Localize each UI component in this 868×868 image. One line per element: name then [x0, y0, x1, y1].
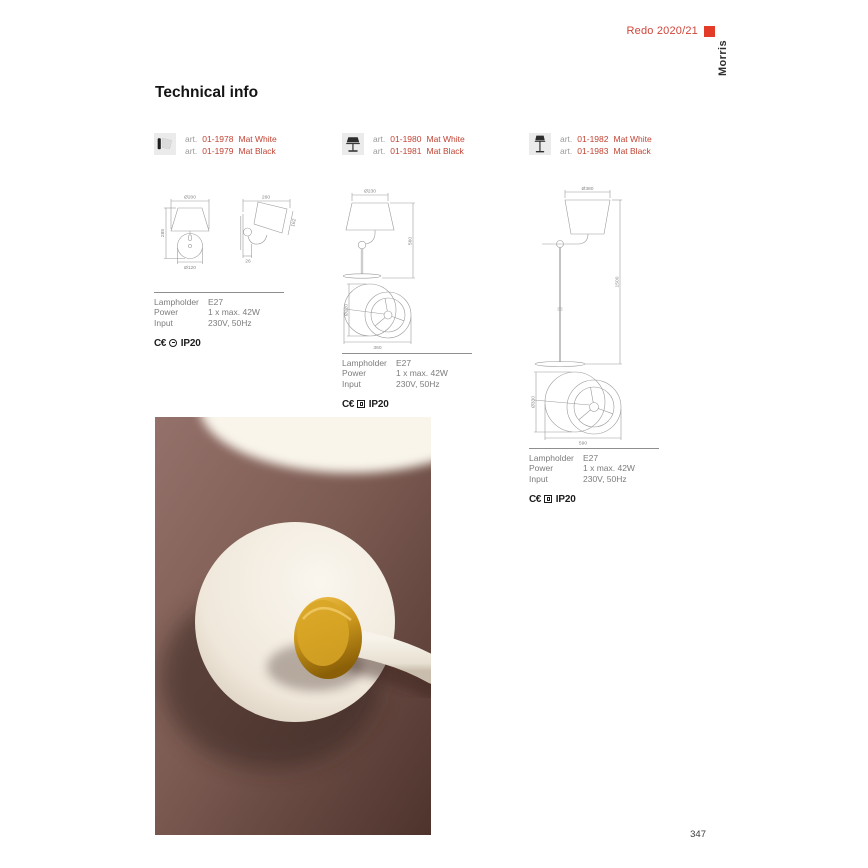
spec-row: Power 1 x max. 42W [529, 463, 635, 474]
cert-circle-icon [169, 339, 177, 347]
dim-shade-diameter: Ø380 [581, 186, 594, 192]
class-ii-icon [357, 400, 365, 408]
dim-shade-diameter: Ø230 [364, 189, 376, 195]
spec-table-table-lamp [342, 353, 472, 410]
certification-marks [154, 338, 284, 349]
ip-rating: IP20 [368, 398, 389, 410]
class-ii-icon [544, 495, 552, 503]
dim-depth: 260 [261, 195, 271, 201]
dim-base-width: 360 [373, 346, 382, 351]
brand-square-icon [704, 26, 715, 37]
ce-mark: C€ [154, 337, 166, 349]
page-title: Technical info [155, 84, 259, 101]
article-list [373, 133, 465, 157]
spec-row: Input 230V, 50Hz [529, 473, 627, 484]
dim-base-circle-diameter: Ø220 [344, 304, 350, 316]
certification-marks [529, 494, 659, 505]
article-row: art. 01-1983 Mat Black [560, 145, 651, 156]
article-row: art. 01-1981 Mat Black [373, 145, 464, 156]
brass-knob-face [297, 600, 349, 666]
spec-row: Lampholder E27 [342, 358, 412, 368]
dim-plate-diameter: Ø120 [184, 266, 196, 271]
spec-table-floor-lamp [529, 448, 659, 505]
ip-rating: IP20 [555, 493, 576, 505]
floor-lamp-thumbnail [529, 133, 551, 155]
product-header-floor-lamp [529, 133, 652, 157]
floor-lamp-technical-drawing [528, 186, 640, 446]
article-row: art. 01-1982 Mat White [560, 134, 652, 144]
wall-plate-disc [195, 522, 395, 722]
product-header-wall-lamp [154, 133, 277, 157]
collection-side-label: Morris [717, 40, 729, 77]
wall-lamp-technical-drawing [155, 186, 315, 286]
article-list [185, 133, 277, 157]
dim-height: 1500 [615, 276, 621, 288]
page-number: 347 [690, 829, 706, 840]
table-lamp-thumbnail [342, 133, 364, 155]
article-row: art. 01-1979 Mat Black [185, 145, 276, 156]
article-row: art. 01-1980 Mat White [373, 134, 465, 144]
ce-mark: C€ [342, 398, 354, 410]
wall-lamp-thumbnail [154, 133, 176, 155]
spec-row: Power 1 x max. 42W [342, 368, 448, 379]
dim-base-circle-diameter: Ø330 [531, 396, 537, 408]
product-header-table-lamp [342, 133, 465, 157]
article-list [560, 133, 652, 157]
dim-wall-offset: 26 [245, 259, 251, 265]
table-lamp-technical-drawing [343, 186, 443, 351]
ip-rating: IP20 [180, 337, 201, 349]
brand-label: Redo 2020/21 [626, 25, 698, 37]
ce-mark: C€ [529, 493, 541, 505]
spec-row: Input 230V, 50Hz [342, 378, 440, 389]
spec-row: Power 1 x max. 42W [154, 307, 260, 318]
dim-height: 560 [408, 236, 414, 246]
dim-shade-diameter: Ø200 [184, 195, 196, 201]
spec-table-wall-lamp [154, 292, 284, 349]
spec-row: Lampholder E27 [529, 453, 599, 463]
product-photo [155, 417, 431, 835]
dim-base-width: 590 [578, 441, 588, 446]
dim-shade-height: 162 [291, 218, 298, 228]
spec-row: Lampholder E27 [154, 297, 224, 307]
certification-marks [342, 399, 472, 410]
header-brand [626, 25, 715, 37]
dim-height: 285 [161, 228, 166, 238]
article-row: art. 01-1978 Mat White [185, 134, 277, 144]
spec-row: Input 230V, 50Hz [154, 317, 252, 328]
